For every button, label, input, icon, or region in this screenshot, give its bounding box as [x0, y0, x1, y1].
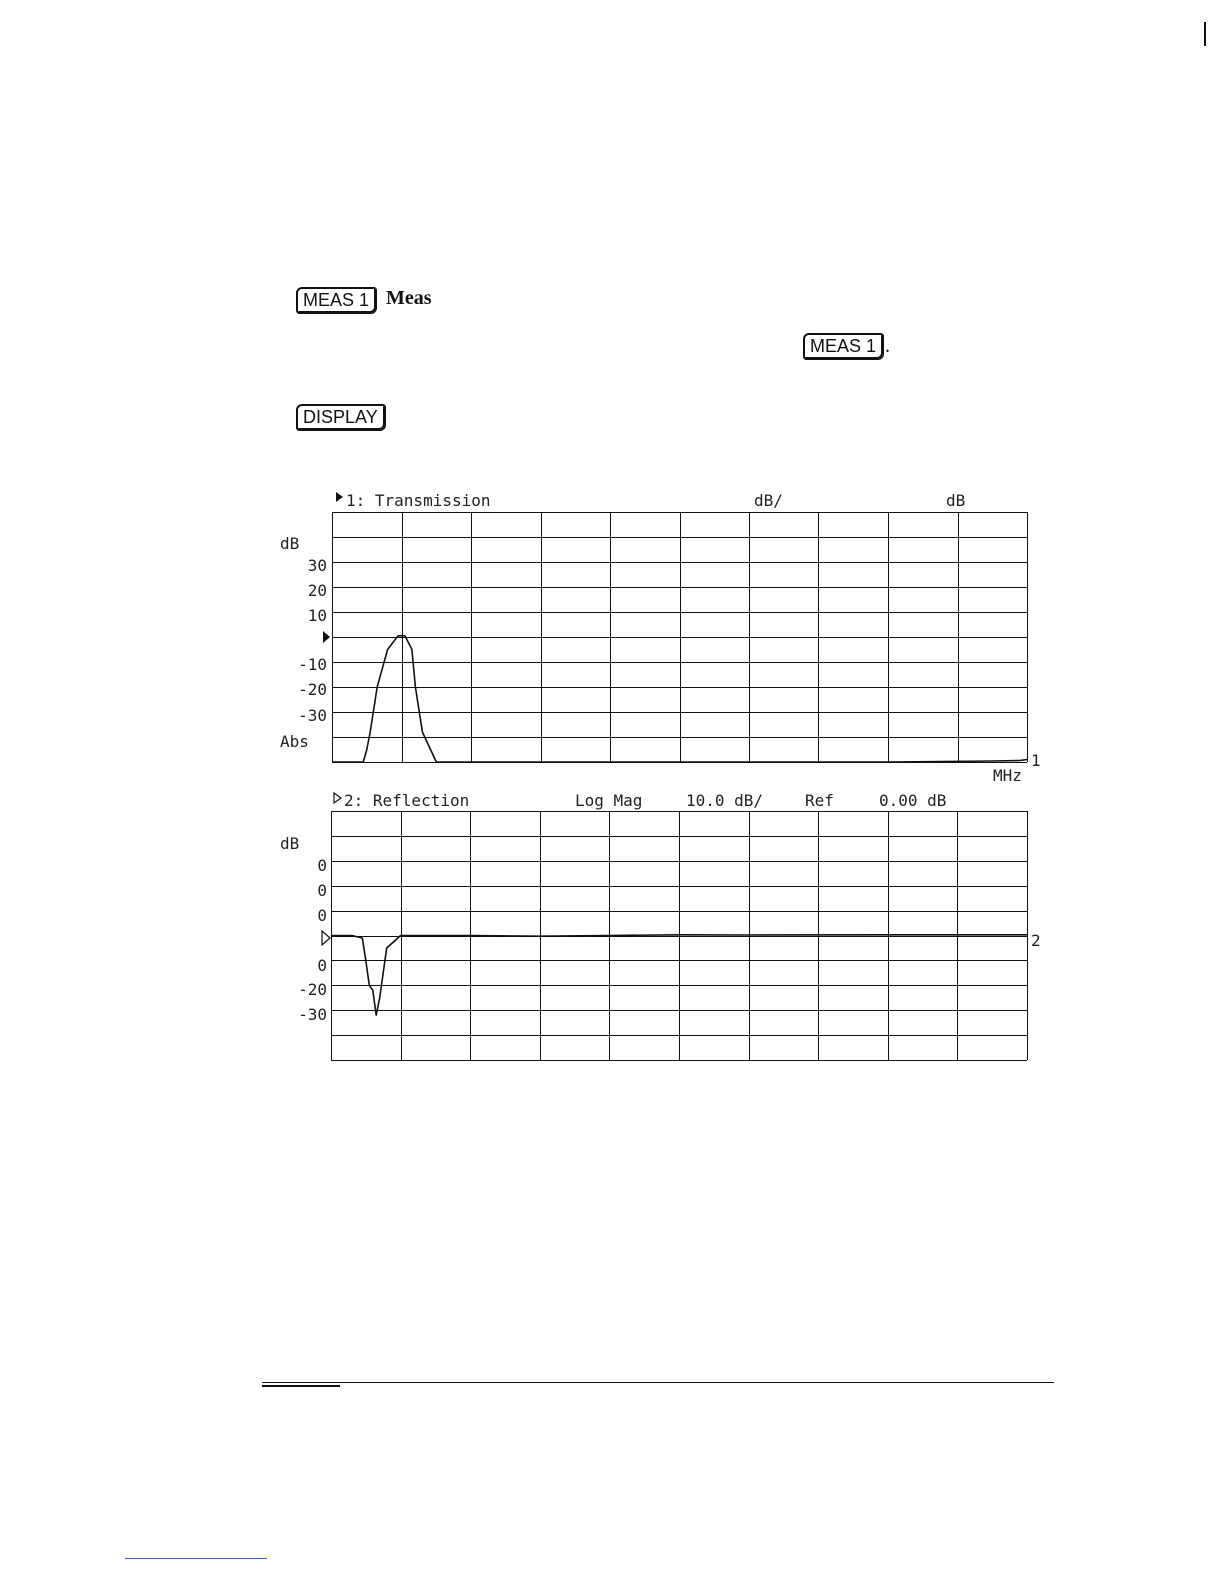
footer-rule	[262, 1382, 1054, 1383]
transmission-y-tick: -10	[298, 655, 327, 674]
reflection-marker-icon	[333, 792, 343, 806]
transmission-trace-marker: 1	[1031, 751, 1041, 770]
transmission-ref-arrow-icon	[322, 630, 332, 644]
transmission-title: 1: Transmission	[346, 491, 491, 510]
reflection-chart	[331, 811, 1043, 1061]
footer-rule-accent	[262, 1385, 340, 1387]
reflection-y-tick: -20	[298, 980, 327, 999]
reflection-y-tick: 0	[317, 906, 327, 925]
meas-1-key-inline: MEAS 1	[803, 333, 883, 359]
transmission-y-tick: 10	[307, 606, 327, 625]
reflection-title: 2: Reflection	[344, 791, 470, 810]
transmission-y-tick: 30	[307, 556, 327, 575]
transmission-y-tick: -20	[298, 680, 327, 699]
reflection-trace-marker: 2	[1031, 931, 1041, 950]
reflection-y-tick: -30	[298, 1005, 327, 1024]
transmission-marker-icon	[335, 491, 345, 505]
reflection-scale: 10.0 dB/	[686, 791, 764, 810]
transmission-trace	[332, 636, 1027, 762]
transmission-scale: dB/	[754, 491, 783, 510]
transmission-y-tick: 20	[307, 581, 327, 600]
transmission-y-tick: -30	[298, 706, 327, 725]
reflection-y-tick: 0	[317, 881, 327, 900]
transmission-abs-label: Abs	[280, 732, 309, 751]
display-key: DISPLAY	[296, 404, 385, 430]
reflection-format: Log Mag	[575, 791, 643, 810]
meas-1-key: MEAS 1	[296, 287, 376, 313]
transmission-chart	[332, 512, 1029, 766]
reflection-y-tick: 0	[317, 856, 327, 875]
meas-softkey: Meas	[386, 287, 432, 309]
page-edge-mark	[1204, 22, 1206, 46]
reflection-ref-label: Ref	[805, 791, 834, 810]
bottom-edge-rule	[125, 1558, 267, 1559]
reflection-ref-value: 0.00 dB	[879, 791, 947, 810]
reflection-y-unit: dB	[280, 834, 300, 853]
transmission-x-unit: MHz	[993, 766, 1022, 785]
transmission-y-unit: dB	[280, 534, 300, 553]
meas-key-suffix: .	[885, 335, 890, 357]
reflection-y-tick: 0	[317, 956, 327, 975]
transmission-ref-unit: dB	[946, 491, 966, 510]
